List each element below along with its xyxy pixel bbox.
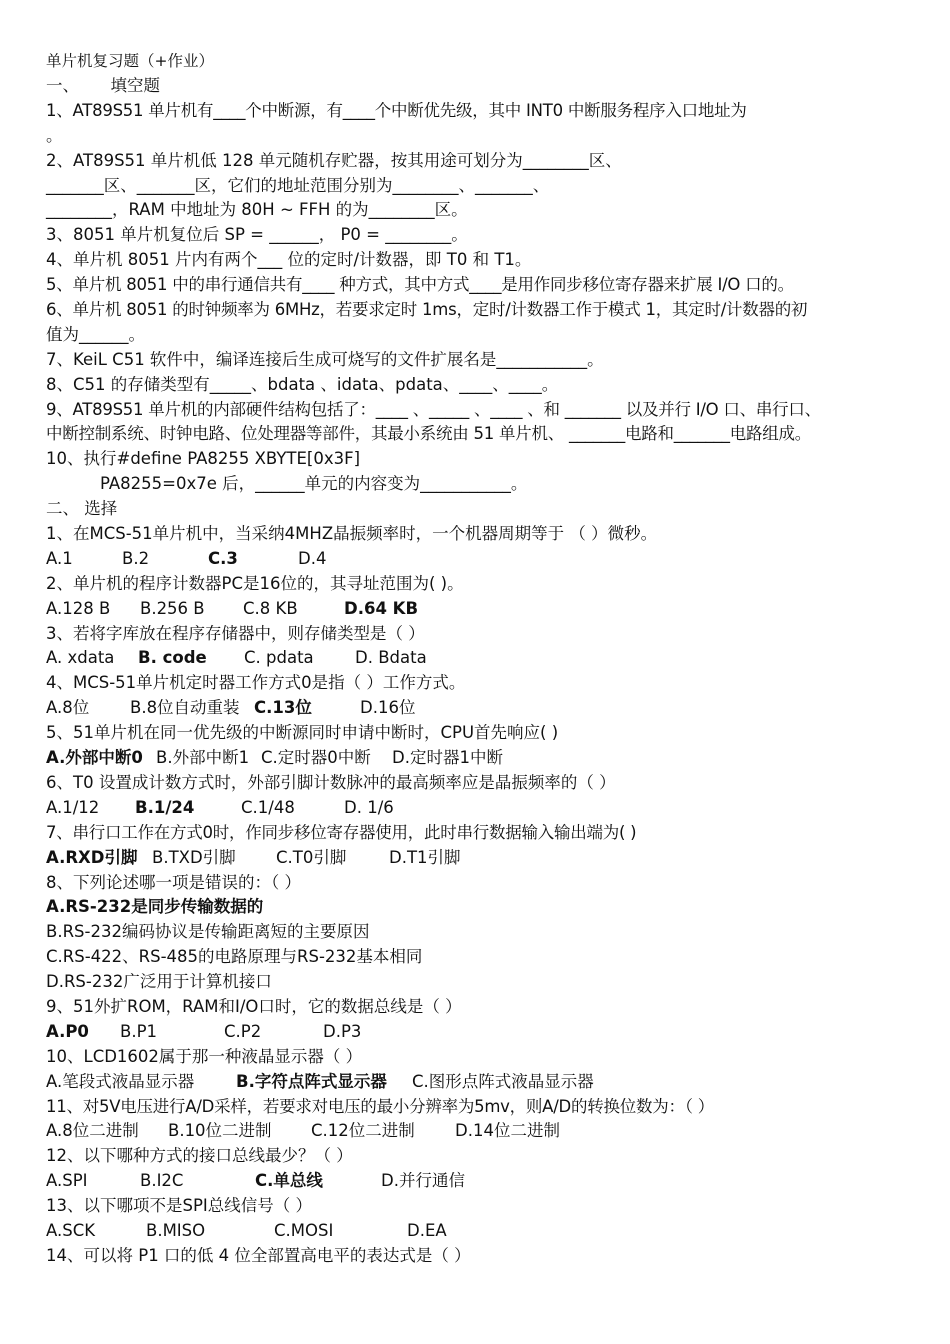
choice-q3-stem: 3、若将字库放在程序存储器中，则存储类型是（ ） xyxy=(46,623,425,643)
document-title: 单片机复习题（+作业） xyxy=(46,52,214,70)
choice-q1-stem: 1、在MCS-51单片机中，当采纳4MHZ晶振频率时，一个机器周期等于 （ ）微秒。 xyxy=(46,524,658,544)
fill-q8: 8、C51 的存储类型有_____、bdata 、idata、pdata、____、____。 xyxy=(46,374,559,394)
option: D.16位 xyxy=(360,698,416,718)
choice-q8-option-c: C.RS-422、RS-485的电路原理与RS-232基本相同 xyxy=(46,947,423,967)
fill-q2-line1: 2、AT89S51 单片机低 128 单元随机存贮器，按其用途可划分为________区、 xyxy=(46,150,622,170)
option: D.并行通信 xyxy=(381,1171,465,1191)
option: D.定时器1中断 xyxy=(392,748,503,768)
fill-q3: 3、8051 单片机复位后 SP = ______， P0 = ________。 xyxy=(46,225,468,245)
option: D.T1引脚 xyxy=(389,847,461,867)
fill-q9-line1: 9、AT89S51 单片机的内部硬件结构包括了：____ 、_____ 、____ 、和 _______ 以及并行 I/O 口、串行口、 xyxy=(46,399,821,419)
choice-q5-stem: 5、51单片机在同一优先级的中断源同时申请中断时，CPU首先响应( ) xyxy=(46,723,559,743)
option: A.8位二进制 xyxy=(46,1121,139,1141)
choice-q8-option-d: D.RS-232广泛用于计算机接口 xyxy=(46,972,272,992)
option: C.图形点阵式液晶显示器 xyxy=(412,1071,594,1091)
option: A.8位 xyxy=(46,698,90,718)
fill-q10-line1: 10、执行#define PA8255 XBYTE[0x3F] xyxy=(46,449,361,469)
choice-q6-options xyxy=(46,796,916,821)
choice-q9-stem: 9、51外扩ROM，RAM和I/O口时，它的数据总线是（ ） xyxy=(46,996,462,1016)
choice-q12-stem: 12、以下哪种方式的接口总线最少？（ ） xyxy=(46,1146,353,1166)
option: C.12位二进制 xyxy=(311,1121,415,1141)
option: B.I2C xyxy=(140,1171,184,1191)
fill-q1-line2: 。 xyxy=(46,125,63,145)
option: A.外部中断0 xyxy=(46,748,143,768)
option: A.128 B xyxy=(46,598,111,618)
option: D.14位二进制 xyxy=(455,1121,560,1141)
option: B.MISO xyxy=(146,1220,206,1240)
choice-q14-stem: 14、可以将 P1 口的低 4 位全部置高电平的表达式是（ ） xyxy=(46,1245,471,1265)
option: D. 1/6 xyxy=(344,797,394,817)
fill-q9-line2: 中断控制系统、时钟电路、位处理器等部件，其最小系统由 51 单片机、 _______电路和_______电路组成。 xyxy=(46,424,811,444)
option: B.8位自动重装 xyxy=(130,698,240,718)
option: A.笔段式液晶显示器 xyxy=(46,1071,195,1091)
option: C.8 KB xyxy=(243,598,298,618)
fill-q4: 4、单片机 8051 片内有两个___ 位的定时/计数器，即 T0 和 T1。 xyxy=(46,250,532,270)
option: D.EA xyxy=(407,1220,447,1240)
option: B.TXD引脚 xyxy=(152,847,236,867)
fill-q6-line2: 值为______。 xyxy=(46,324,145,344)
fill-q2-line2: _______区、_______区，它们的地址范围分别为________、_______、 xyxy=(46,175,550,195)
option: C. pdata xyxy=(244,648,314,668)
choice-q2-stem: 2、单片机的程序计数器PC是16位的，其寻址范围为( )。 xyxy=(46,573,464,593)
fill-q2-line3: ________，RAM 中地址为 80H ~ FFH 的为________区。 xyxy=(46,200,468,220)
option: C.MOSI xyxy=(274,1220,334,1240)
choice-q8-option-a: A.RS-232是同步传输数据的 xyxy=(46,897,264,917)
choice-q13-stem: 13、以下哪项不是SPI总线信号（ ） xyxy=(46,1196,313,1216)
option: B.P1 xyxy=(120,1021,158,1041)
choice-q12-options xyxy=(46,1169,916,1194)
option: D.4 xyxy=(298,548,327,568)
option: A.SPI xyxy=(46,1171,88,1191)
option: B.2 xyxy=(122,548,150,568)
option: C.T0引脚 xyxy=(276,847,347,867)
choice-q3-options xyxy=(46,646,916,671)
option: A.SCK xyxy=(46,1220,96,1240)
fill-q6-line1: 6、单片机 8051 的时钟频率为 6MHz，若要求定时 1ms，定时/计数器工作于模式 1，其定时/计数器的初 xyxy=(46,300,808,320)
choice-q8-option-b: B.RS-232编码协议是传输距离短的主要原因 xyxy=(46,922,370,942)
option: A.1/12 xyxy=(46,797,100,817)
choice-q1-options xyxy=(46,547,916,572)
option: C.1/48 xyxy=(241,797,295,817)
choice-q9-options xyxy=(46,1020,916,1045)
option: C.单总线 xyxy=(255,1171,323,1191)
choice-q6-stem: 6、T0 设置成计数方式时，外部引脚计数脉冲的最高频率应是晶振频率的（ ） xyxy=(46,772,616,792)
option: D.64 KB xyxy=(344,598,419,618)
option: A.1 xyxy=(46,548,73,568)
section-heading-choice: 二、 选择 xyxy=(46,499,118,519)
option: B.外部中断1 xyxy=(156,748,250,768)
choice-q11-stem: 11、对5V电压进行A/D采样，若要求对电压的最小分辨率为5mv，则A/D的转换位数为：（ ） xyxy=(46,1096,714,1116)
option: B.10位二进制 xyxy=(168,1121,272,1141)
option: C.13位 xyxy=(254,698,312,718)
fill-q10-line2: PA8255=0x7e 后，______单元的内容变为___________。 xyxy=(100,474,528,494)
option: A.RXD引脚 xyxy=(46,847,138,867)
choice-q7-stem: 7、串行口工作在方式0时，作同步移位寄存器使用，此时串行数据输入输出端为( ) xyxy=(46,822,637,842)
choice-q7-options xyxy=(46,846,916,871)
option: A.P0 xyxy=(46,1021,89,1041)
fill-q1-line1: 1、AT89S51 单片机有____个中断源，有____个中断优先级，其中 INT0 中断服务程序入口地址为 xyxy=(46,100,747,120)
option: B.256 B xyxy=(140,598,205,618)
option: B.1/24 xyxy=(135,797,195,817)
section-heading-fill-in: 一、 填空题 xyxy=(46,76,160,95)
fill-q7: 7、KeiL C51 软件中，编译连接后生成可烧写的文件扩展名是___________。 xyxy=(46,349,604,369)
option: D. Bdata xyxy=(355,648,427,668)
option: C.3 xyxy=(208,548,238,568)
option: B.字符点阵式显示器 xyxy=(236,1071,387,1091)
option: A. xdata xyxy=(46,648,115,668)
option: B. code xyxy=(138,648,207,668)
choice-q10-options xyxy=(46,1070,916,1095)
choice-q5-options xyxy=(46,746,916,771)
option: C.定时器0中断 xyxy=(261,748,371,768)
choice-q4-stem: 4、MCS-51单片机定时器工作方式0是指（ ）工作方式。 xyxy=(46,673,466,693)
choice-q2-options xyxy=(46,597,916,622)
choice-q11-options xyxy=(46,1119,916,1144)
choice-q8-stem: 8、下列论述哪一项是错误的：（ ） xyxy=(46,872,301,892)
choice-q10-stem: 10、LCD1602属于那一种液晶显示器（ ） xyxy=(46,1046,363,1066)
choice-q13-options xyxy=(46,1219,916,1244)
option: D.P3 xyxy=(323,1021,362,1041)
choice-q4-options xyxy=(46,696,916,721)
fill-q5: 5、单片机 8051 中的串行通信共有____ 种方式，其中方式____是用作同步移位寄存器来扩展 I/O 口的。 xyxy=(46,275,794,295)
option: C.P2 xyxy=(224,1021,262,1041)
document-page xyxy=(46,48,916,1269)
